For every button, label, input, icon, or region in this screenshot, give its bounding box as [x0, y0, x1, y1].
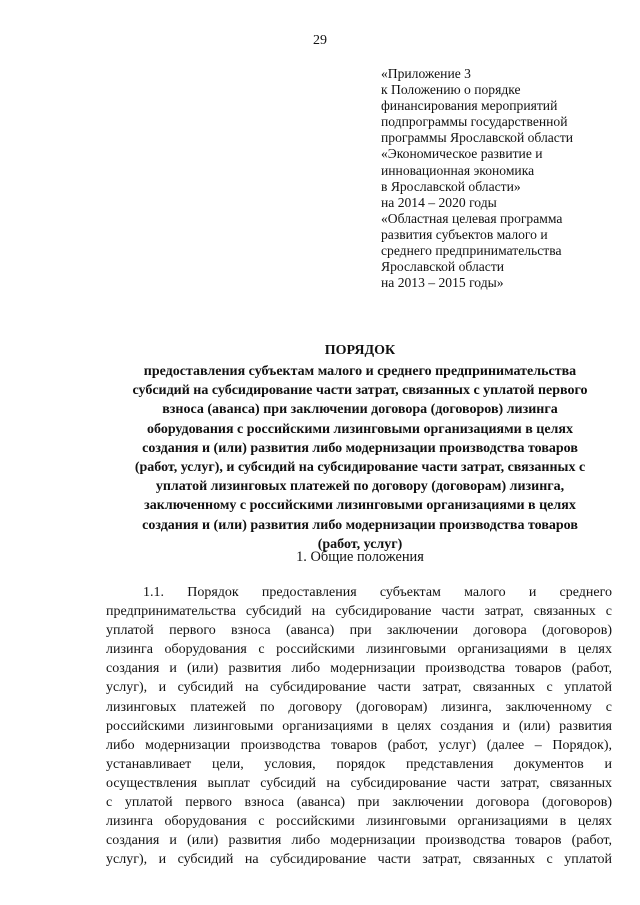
title-line: предоставления субъектам малого и среднего предпринимательства: [143, 364, 577, 379]
body-line: 1.1. Порядок предоставления субъектам малого и среднего: [143, 585, 612, 600]
annex-line: инновационная экономика: [381, 162, 535, 178]
body-line: создания и (или) развития либо модернизации производства товаров (работ,: [106, 833, 612, 849]
body-line: российскими лизинговыми организациями в целях создания и (или) развития: [106, 718, 612, 734]
annex-line: «Приложение 3: [381, 66, 471, 81]
body-line: уплатой первого взноса (аванса) при заключении договора (договоров): [106, 623, 612, 639]
title-line: субсидий на субсидирование части затрат, связанных с уплатой первого: [132, 383, 588, 399]
body-line: создания и (или) развития либо модернизации производства товаров (работ,: [106, 661, 612, 677]
annex-line: в Ярославской области»: [381, 178, 521, 194]
title-line: создания и (или) развития либо модернизации производства товаров: [142, 440, 578, 456]
body-line: предпринимательства субсидий на субсидирование части затрат, связанных с: [106, 604, 612, 620]
annex-line: среднего предпринимательства: [381, 243, 562, 259]
page-number: 29: [313, 33, 327, 48]
title-line: взноса (аванса) при заключении договора (договоров) лизинга: [162, 402, 558, 418]
title-heading: ПОРЯДОК: [324, 343, 396, 358]
title-line: (работ, услуг), и субсидий на субсидирование части затрат, связанных с: [134, 460, 586, 476]
annex-line: программы Ярославской области: [381, 130, 574, 146]
body-line: услуг), и субсидий на субсидирование части затрат, связанных с уплатой: [106, 680, 612, 696]
section-heading: 1. Общие положения: [296, 549, 424, 565]
annex-line: к Положению о порядке: [381, 82, 521, 98]
annex-line: «Областная целевая программа: [381, 210, 563, 226]
body-line: с уплатой первого взноса (аванса) при заключении договора (договоров): [106, 795, 612, 811]
body-line: лизинга оборудования с российскими лизинговыми организациями в целях: [106, 642, 612, 658]
body-line: либо модернизации производства товаров (работ, услуг) (далее – Порядок),: [106, 737, 612, 753]
body-line: лизинга оборудования с российскими лизинговыми организациями в целях: [106, 814, 612, 830]
annex-line: развития субъектов малого и: [381, 226, 548, 242]
body-paragraph: [106, 583, 612, 869]
body-line: осуществления выплат субсидий на субсидирование части затрат, связанных: [106, 775, 612, 791]
title-line: оборудования с российскими лизинговыми организациями в целях: [147, 421, 573, 437]
annex-line: на 2013 – 2015 годы»: [381, 275, 504, 291]
annex-note: [381, 66, 636, 291]
annex-line: Ярославской области: [381, 259, 505, 275]
title-line: уплатой лизинговых платежей по договору (договорам) лизинга,: [155, 479, 565, 495]
document-title: [90, 343, 630, 554]
annex-line: финансирования мероприятий: [381, 98, 558, 114]
title-line: (работ, услуг): [317, 536, 403, 552]
body-line: лизинговых платежей по договору (договорам) лизинга, заключенному с: [106, 699, 612, 715]
annex-line: на 2014 – 2020 годы: [381, 194, 497, 210]
title-line: заключенному с российскими лизинговыми организациями в целях: [144, 498, 576, 514]
body-line: устанавливает цели, условия, порядок представления документов и: [106, 756, 612, 772]
body-line: услуг), и субсидий на субсидирование части затрат, связанных с уплатой: [106, 852, 612, 868]
annex-line: «Экономическое развитие и: [381, 146, 543, 162]
title-line: создания и (или) развития либо модернизации производства товаров: [142, 517, 578, 533]
annex-line: подпрограммы государственной: [381, 114, 568, 130]
